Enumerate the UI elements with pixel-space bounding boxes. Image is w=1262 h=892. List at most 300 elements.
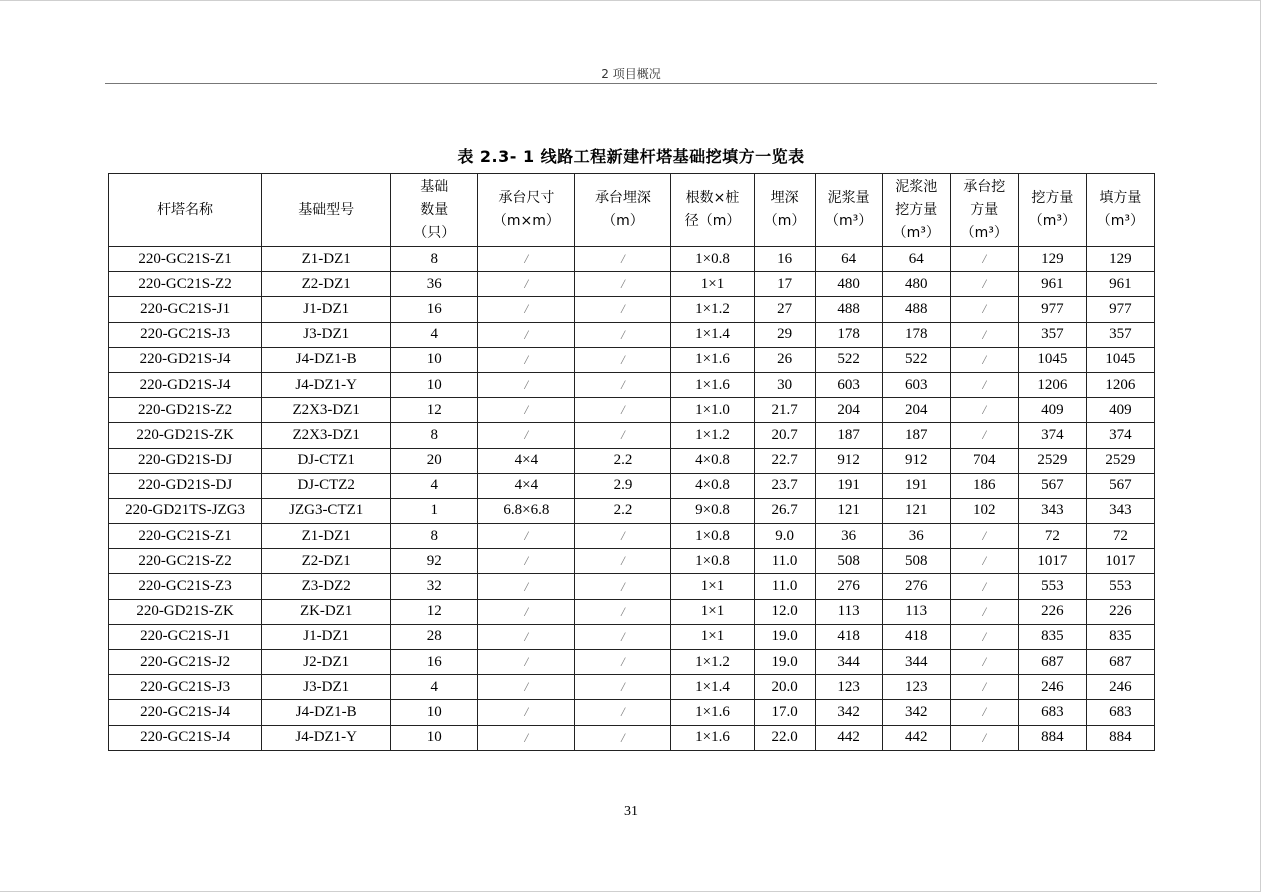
table-row [109, 322, 1155, 347]
table-cell: 28 [391, 624, 478, 649]
table-cell: 220-GD21S-DJ [109, 473, 262, 498]
table-row [109, 725, 1155, 750]
table-cell: 342 [882, 700, 950, 725]
table-cell: Z2-DZ1 [262, 549, 391, 574]
table-cell: / [950, 322, 1018, 347]
table-cell: 17.0 [754, 700, 815, 725]
table-cell: / [950, 272, 1018, 297]
table-cell: 204 [815, 398, 882, 423]
table-cell: 480 [882, 272, 950, 297]
table-cell: 20.7 [754, 423, 815, 448]
table-cell: 220-GC21S-J3 [109, 322, 262, 347]
table-cell: 1×1.4 [671, 322, 754, 347]
table-cell: 8 [391, 247, 478, 272]
table-cell: 32 [391, 574, 478, 599]
table-cell: 1×1.0 [671, 398, 754, 423]
table-cell: 480 [815, 272, 882, 297]
table-title: 表 2.3- 1 线路工程新建杆塔基础挖填方一览表 [457, 147, 805, 166]
table-cell: 835 [1018, 624, 1086, 649]
table-cell: ZK-DZ1 [262, 599, 391, 624]
table-cell: 20.0 [754, 675, 815, 700]
table-cell: 1017 [1018, 549, 1086, 574]
table-cell: Z2X3-DZ1 [262, 423, 391, 448]
table-cell: / [575, 599, 671, 624]
table-cell: 1×1.4 [671, 675, 754, 700]
table-cell: / [575, 247, 671, 272]
table-cell: 2.2 [575, 498, 671, 523]
table-cell: 409 [1086, 398, 1154, 423]
column-header-line: （m³） [1028, 213, 1076, 229]
table-cell: 508 [882, 549, 950, 574]
table-cell: 276 [815, 574, 882, 599]
column-header [262, 174, 391, 247]
table-cell: 6.8×6.8 [478, 498, 575, 523]
column-header-line: 数量 [420, 201, 449, 218]
table-cell: 884 [1018, 725, 1086, 750]
column-header-line: （只） [413, 224, 456, 241]
table-cell: 977 [1018, 297, 1086, 322]
table-cell: 27 [754, 297, 815, 322]
table-cell: 344 [815, 650, 882, 675]
table-cell: 10 [391, 725, 478, 750]
column-header-line: （m³） [1096, 213, 1145, 229]
table-cell: / [478, 675, 575, 700]
table-cell: 220-GC21S-J4 [109, 700, 262, 725]
table-cell: J3-DZ1 [262, 675, 391, 700]
table-cell: 567 [1018, 473, 1086, 498]
table-cell: 220-GD21S-ZK [109, 599, 262, 624]
table-cell: 22.7 [754, 448, 815, 473]
table-cell: 12 [391, 599, 478, 624]
table-cell: 1×1 [671, 599, 754, 624]
table-cell: 92 [391, 549, 478, 574]
column-header-line: 方量 [970, 201, 999, 218]
column-header [754, 174, 815, 247]
table-cell: 16 [391, 297, 478, 322]
table-cell: 342 [815, 700, 882, 725]
table-cell: / [575, 398, 671, 423]
table-cell: / [478, 297, 575, 322]
table-cell: / [950, 624, 1018, 649]
table-cell: 522 [882, 347, 950, 372]
table-cell: 9.0 [754, 524, 815, 549]
table-cell: 220-GD21S-Z2 [109, 398, 262, 423]
table-cell: / [950, 524, 1018, 549]
table-cell: / [950, 650, 1018, 675]
table-cell: / [478, 272, 575, 297]
table-cell: 835 [1086, 624, 1154, 649]
table-cell: Z2-DZ1 [262, 272, 391, 297]
column-header [671, 174, 754, 247]
table-cell: / [478, 650, 575, 675]
table-cell: 10 [391, 347, 478, 372]
column-header-line: 承台埋深 [594, 190, 651, 206]
table-cell: 19.0 [754, 650, 815, 675]
table-cell: 220-GD21S-J4 [109, 372, 262, 397]
page-number: 31 [624, 804, 638, 819]
column-header-line: （m×m） [492, 213, 560, 229]
column-header-line: 挖方量 [895, 201, 938, 218]
table-cell: 2529 [1086, 448, 1154, 473]
table-cell: / [478, 372, 575, 397]
table-row [109, 398, 1155, 423]
table-cell: 1045 [1086, 347, 1154, 372]
table-cell: 226 [1086, 599, 1154, 624]
table-cell: / [950, 700, 1018, 725]
header-row [109, 174, 1155, 247]
table-cell: / [575, 700, 671, 725]
table-cell: J3-DZ1 [262, 322, 391, 347]
table-cell: / [950, 398, 1018, 423]
table-row [109, 448, 1155, 473]
column-header-line: （m） [602, 213, 644, 229]
table-cell: / [478, 524, 575, 549]
table-cell: 977 [1086, 297, 1154, 322]
table-cell: 409 [1018, 398, 1086, 423]
table-cell: / [950, 599, 1018, 624]
column-header-line: 径（m） [684, 213, 741, 229]
table-cell: 418 [815, 624, 882, 649]
table-cell: DJ-CTZ2 [262, 473, 391, 498]
column-header-line: 承台尺寸 [498, 190, 555, 206]
table-cell: 4 [391, 473, 478, 498]
earthwork-table [108, 173, 1155, 751]
table-cell: 220-GD21TS-JZG3 [109, 498, 262, 523]
table-row [109, 347, 1155, 372]
table-cell: 220-GC21S-Z2 [109, 549, 262, 574]
table-cell: 1×1.6 [671, 347, 754, 372]
table-cell: 129 [1086, 247, 1154, 272]
table-cell: 1045 [1018, 347, 1086, 372]
table-cell: / [950, 423, 1018, 448]
table-cell: 102 [950, 498, 1018, 523]
table-cell: / [575, 272, 671, 297]
table-cell: 113 [815, 599, 882, 624]
table-cell: 204 [882, 398, 950, 423]
table-cell: 30 [754, 372, 815, 397]
table-cell: 220-GC21S-J4 [109, 725, 262, 750]
table-cell: / [950, 372, 1018, 397]
table-cell: 220-GC21S-J1 [109, 297, 262, 322]
table-cell: / [478, 624, 575, 649]
column-header-line: 填方量 [1099, 190, 1142, 206]
column-header [109, 174, 262, 247]
table-cell: 29 [754, 322, 815, 347]
table-cell: / [575, 574, 671, 599]
column-header [391, 174, 478, 247]
table-cell: / [575, 347, 671, 372]
table-cell: 522 [815, 347, 882, 372]
table-cell: 442 [882, 725, 950, 750]
table-cell: 191 [882, 473, 950, 498]
table-cell: / [950, 347, 1018, 372]
table-cell: 113 [882, 599, 950, 624]
table-cell: / [575, 322, 671, 347]
column-header [1086, 174, 1154, 247]
column-header [478, 174, 575, 247]
table-cell: 4 [391, 675, 478, 700]
table-cell: / [950, 675, 1018, 700]
table-cell: 961 [1018, 272, 1086, 297]
table-cell: / [478, 347, 575, 372]
table-row [109, 498, 1155, 523]
table-cell: 21.7 [754, 398, 815, 423]
column-header-line: 根数×桩 [685, 190, 740, 206]
table-cell: 20 [391, 448, 478, 473]
table-cell: 220-GC21S-J3 [109, 675, 262, 700]
table-cell: 220-GD21S-DJ [109, 448, 262, 473]
table-cell: 187 [815, 423, 882, 448]
table-cell: 9×0.8 [671, 498, 754, 523]
table-cell: 1×1.6 [671, 725, 754, 750]
table-cell: 220-GC21S-J2 [109, 650, 262, 675]
table-cell: / [575, 297, 671, 322]
table-cell: 178 [882, 322, 950, 347]
table-cell: 220-GC21S-Z2 [109, 272, 262, 297]
table-row [109, 473, 1155, 498]
table-cell: 1×1 [671, 272, 754, 297]
table-cell: 488 [815, 297, 882, 322]
table-cell: 121 [882, 498, 950, 523]
table-cell: 72 [1086, 524, 1154, 549]
table-cell: / [478, 398, 575, 423]
table-row [109, 372, 1155, 397]
table-cell: 343 [1086, 498, 1154, 523]
table-cell: 22.0 [754, 725, 815, 750]
column-header-line: 杆塔名称 [157, 201, 214, 218]
table-cell: 1206 [1018, 372, 1086, 397]
table-cell: / [950, 247, 1018, 272]
table-cell: Z3-DZ2 [262, 574, 391, 599]
table-cell: J1-DZ1 [262, 297, 391, 322]
column-header-line: 埋深 [770, 190, 799, 206]
table-cell: 276 [882, 574, 950, 599]
table-cell: JZG3-CTZ1 [262, 498, 391, 523]
table-cell: J2-DZ1 [262, 650, 391, 675]
table-cell: / [950, 297, 1018, 322]
table-cell: 1×1.6 [671, 700, 754, 725]
table-row [109, 549, 1155, 574]
table-cell: 687 [1018, 650, 1086, 675]
table-row [109, 247, 1155, 272]
table-cell: Z1-DZ1 [262, 524, 391, 549]
column-header-line: （m） [763, 213, 806, 229]
table-cell: 12 [391, 398, 478, 423]
table-cell: 1×1.6 [671, 372, 754, 397]
table-cell: 884 [1086, 725, 1154, 750]
table-cell: 1×1 [671, 574, 754, 599]
table-cell: 603 [882, 372, 950, 397]
column-header-line: 泥浆量 [827, 190, 870, 206]
table-row [109, 423, 1155, 448]
column-header-line: 基础 [420, 178, 449, 195]
table-cell: 1017 [1086, 549, 1154, 574]
table-cell: 220-GD21S-ZK [109, 423, 262, 448]
column-header-line: 基础型号 [298, 201, 355, 218]
table-cell: 10 [391, 700, 478, 725]
table-cell: 8 [391, 423, 478, 448]
table-cell: 1×1.2 [671, 650, 754, 675]
table-cell: J4-DZ1-Y [262, 725, 391, 750]
table-cell: 687 [1086, 650, 1154, 675]
table-cell: 187 [882, 423, 950, 448]
table-cell: 123 [882, 675, 950, 700]
table-cell: 23.7 [754, 473, 815, 498]
table-cell: 4×0.8 [671, 473, 754, 498]
table-cell: 683 [1018, 700, 1086, 725]
column-header [815, 174, 882, 247]
table-cell: 2.9 [575, 473, 671, 498]
table-row [109, 700, 1155, 725]
table-cell: 343 [1018, 498, 1086, 523]
table-cell: / [575, 725, 671, 750]
column-header [575, 174, 671, 247]
table-cell: 26.7 [754, 498, 815, 523]
table-cell: 8 [391, 524, 478, 549]
table-cell: / [478, 574, 575, 599]
table-cell: 357 [1086, 322, 1154, 347]
table-cell: 1206 [1086, 372, 1154, 397]
table-cell: 178 [815, 322, 882, 347]
table-cell: 186 [950, 473, 1018, 498]
table-cell: 16 [754, 247, 815, 272]
table-cell: 1×1.2 [671, 423, 754, 448]
table-cell: 121 [815, 498, 882, 523]
table-cell: / [478, 423, 575, 448]
table-cell: 64 [815, 247, 882, 272]
table-row [109, 524, 1155, 549]
table-cell: 11.0 [754, 574, 815, 599]
table-cell: 1 [391, 498, 478, 523]
table-cell: 442 [815, 725, 882, 750]
table-row [109, 574, 1155, 599]
table-cell: Z2X3-DZ1 [262, 398, 391, 423]
table-cell: / [478, 322, 575, 347]
table-row [109, 272, 1155, 297]
table-cell: Z1-DZ1 [262, 247, 391, 272]
table-cell: 567 [1086, 473, 1154, 498]
column-header-line: （m³） [960, 224, 1008, 241]
table-cell: 4×0.8 [671, 448, 754, 473]
table-cell: 357 [1018, 322, 1086, 347]
table-row [109, 624, 1155, 649]
table-cell: 220-GD21S-J4 [109, 347, 262, 372]
table-cell: 1×0.8 [671, 247, 754, 272]
table-cell: 123 [815, 675, 882, 700]
table-cell: 961 [1086, 272, 1154, 297]
column-header-line: （m³） [892, 224, 940, 241]
table-cell: 912 [882, 448, 950, 473]
table-cell: / [575, 675, 671, 700]
table-cell: 553 [1018, 574, 1086, 599]
table-cell: 16 [391, 650, 478, 675]
table-cell: / [575, 624, 671, 649]
table-cell: 704 [950, 448, 1018, 473]
column-header-line: 承台挖 [963, 178, 1006, 195]
table-cell: 488 [882, 297, 950, 322]
table-cell: 10 [391, 372, 478, 397]
table-cell: 36 [391, 272, 478, 297]
table-cell: 191 [815, 473, 882, 498]
table-cell: 603 [815, 372, 882, 397]
table-cell: 2529 [1018, 448, 1086, 473]
table-cell: 1×1 [671, 624, 754, 649]
table-cell: 683 [1086, 700, 1154, 725]
table-cell: J4-DZ1-B [262, 700, 391, 725]
column-header [1018, 174, 1086, 247]
table-cell: 220-GC21S-Z1 [109, 524, 262, 549]
table-cell: / [575, 372, 671, 397]
table-cell: J4-DZ1-B [262, 347, 391, 372]
table-cell: 64 [882, 247, 950, 272]
table-cell: 1×0.8 [671, 524, 754, 549]
table-cell: 36 [882, 524, 950, 549]
table-cell: / [478, 700, 575, 725]
table-cell: 912 [815, 448, 882, 473]
table-cell: 36 [815, 524, 882, 549]
table-cell: / [575, 650, 671, 675]
table-cell: 508 [815, 549, 882, 574]
table-cell: 129 [1018, 247, 1086, 272]
table-cell: / [478, 549, 575, 574]
table-cell: / [478, 599, 575, 624]
table-cell: 2.2 [575, 448, 671, 473]
table-row [109, 650, 1155, 675]
table-cell: 220-GC21S-Z1 [109, 247, 262, 272]
table-cell: 4 [391, 322, 478, 347]
table-cell: / [478, 247, 575, 272]
table-cell: 418 [882, 624, 950, 649]
table-cell: 246 [1086, 675, 1154, 700]
table-cell: / [950, 549, 1018, 574]
table-cell: / [575, 423, 671, 448]
table-cell: 11.0 [754, 549, 815, 574]
table-cell: / [575, 549, 671, 574]
table-cell: J4-DZ1-Y [262, 372, 391, 397]
table-cell: 1×1.2 [671, 297, 754, 322]
table-cell: 17 [754, 272, 815, 297]
table-cell: 1×0.8 [671, 549, 754, 574]
table-cell: J1-DZ1 [262, 624, 391, 649]
table-cell: 374 [1018, 423, 1086, 448]
table-cell: 26 [754, 347, 815, 372]
table-cell: 72 [1018, 524, 1086, 549]
table-cell: 4×4 [478, 448, 575, 473]
column-header-line: 挖方量 [1031, 190, 1074, 206]
table-cell: 226 [1018, 599, 1086, 624]
table-header [109, 174, 1155, 247]
table-row [109, 599, 1155, 624]
header-rule [105, 83, 1157, 84]
column-header-line: （m³） [825, 213, 873, 229]
table-cell: 19.0 [754, 624, 815, 649]
table-cell: 344 [882, 650, 950, 675]
table-cell: 12.0 [754, 599, 815, 624]
table-cell: / [950, 725, 1018, 750]
table-cell: DJ-CTZ1 [262, 448, 391, 473]
table-cell: / [575, 524, 671, 549]
table-row [109, 675, 1155, 700]
table-cell: / [950, 574, 1018, 599]
column-header [950, 174, 1018, 247]
running-header: 2 项目概况 [601, 67, 661, 81]
table-cell: 246 [1018, 675, 1086, 700]
table-cell: 4×4 [478, 473, 575, 498]
table-cell: / [478, 725, 575, 750]
table-row [109, 297, 1155, 322]
table-body [109, 247, 1155, 751]
column-header [882, 174, 950, 247]
